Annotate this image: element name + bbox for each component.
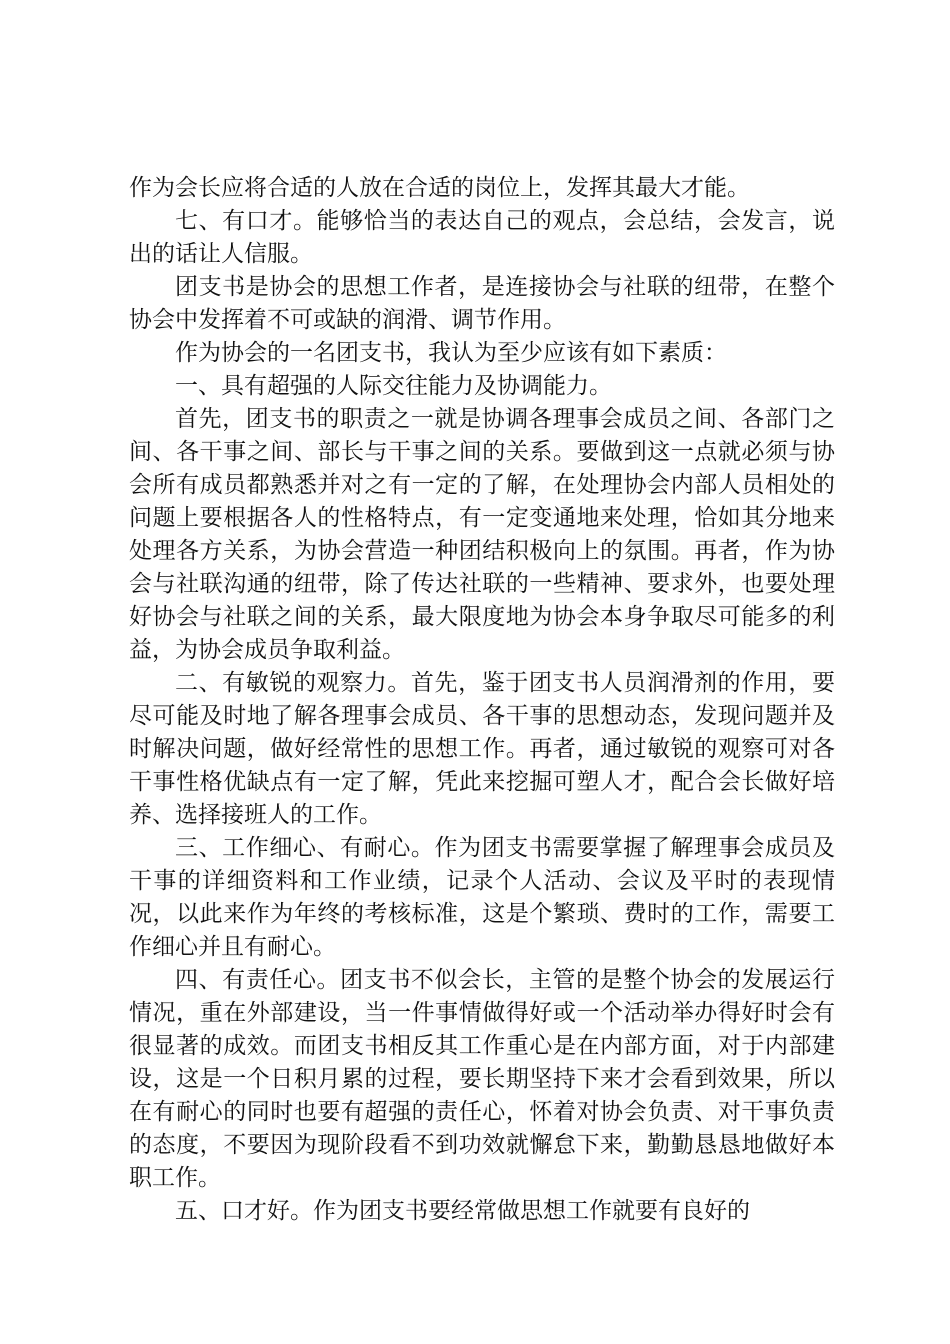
paragraph-8: 三、工作细心、有耐心。作为团支书需要掌握了解理事会成员及干事的详细资料和工作业绩，记录个人活动、会议及平时的表现情况，以此来作为年终的考核标准，这是个繁琐、费时的工作，需要工作细心并且有耐心。 <box>129 835 835 960</box>
paragraph-6: 首先，团支书的职责之一就是协调各理事会成员之间、各部门之间、各干事之间、部长与干事之间的关系。要做到这一点就必须与协会所有成员都熟悉并对之有一定的了解，在处理协会内部人员相处的问题上要根据各人的性格特点，有一定变通地来处理，恰如其分地来处理各方关系，为协会营造一种团结积极向上的氛围。再者，作为协会与社联沟通的纽带，除了传达社联的一些精神、要求外，也要处理好协会与社联之间的关系，最大限度地为协会本身争取尽可能多的利益，为协会成员争取利益。 <box>129 406 835 663</box>
paragraph-5: 一、具有超强的人际交往能力及协调能力。 <box>175 373 612 399</box>
paragraph-3: 团支书是协会的思想工作者，是连接协会与社联的纽带，在整个协会中发挥着不可或缺的润滑、调节作用。 <box>129 274 835 333</box>
paragraph-4: 作为协会的一名团支书，我认为至少应该有如下素质： <box>175 340 727 366</box>
paragraph-7: 二、有敏锐的观察力。首先，鉴于团支书人员润滑剂的作用，要尽可能及时地了解各理事会成员、各干事的思想动态，发现问题并及时解决问题，做好经常性的思想工作。再者，通过敏锐的观察可对各干事性格优缺点有一定了解，凭此来挖掘可塑人才，配合会长做好培养、选择接班人的工作。 <box>129 670 835 828</box>
paragraph-9: 四、有责任心。团支书不似会长，主管的是整个协会的发展运行情况，重在外部建设，当一件事情做得好或一个活动举办得好时会有很显著的成效。而团支书相反其工作重心是在内部方面，对于内部建设，这是一个日积月累的过程，要长期坚持下来才会看到效果，所以在有耐心的同时也要有超强的责任心，怀着对协会负责、对干事负责的态度，不要因为现阶段看不到功效就懈怠下来，勤勤恳恳地做好本职工作。 <box>129 967 835 1191</box>
paragraph-10: 五、口才好。作为团支书要经常做思想工作就要有良好的 <box>175 1198 750 1224</box>
paragraph-1: 作为会长应将合适的人放在合适的岗位上，发挥其最大才能。 <box>129 175 750 201</box>
document-body <box>129 172 835 1228</box>
paragraph-2: 七、有口才。能够恰当的表达自己的观点，会总结，会发言，说出的话让人信服。 <box>129 208 835 267</box>
